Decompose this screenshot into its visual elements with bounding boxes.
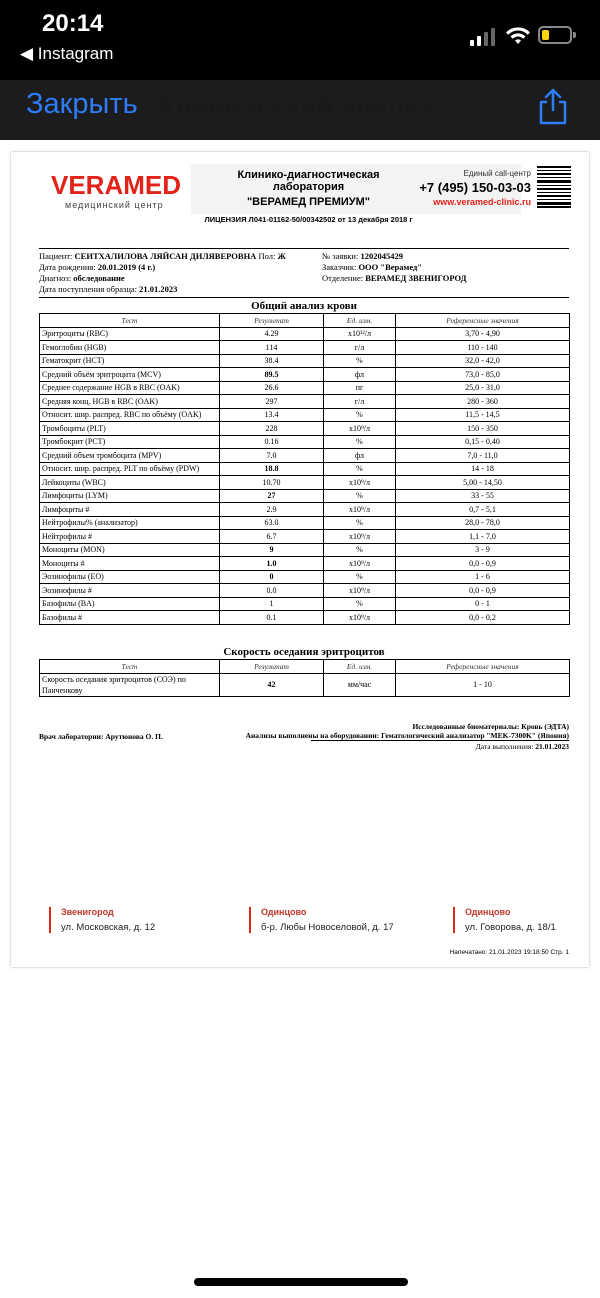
test-unit: x10¹²/л	[324, 327, 396, 341]
back-to-app-link[interactable]: ◀ Instagram	[20, 44, 114, 63]
test-reference: 3,70 - 4,90	[396, 327, 570, 341]
test-result: 1	[220, 597, 324, 611]
test-result: 2.9	[220, 503, 324, 517]
test-result: 26.6	[220, 381, 324, 395]
table-header-row	[40, 314, 570, 328]
divider	[39, 248, 569, 249]
test-result: 18.8	[220, 462, 324, 476]
test-result: 228	[220, 422, 324, 436]
test-result: 10.70	[220, 476, 324, 490]
test-result: 0	[220, 570, 324, 584]
test-name: Лимфоциты (LYM)	[40, 489, 220, 503]
patient-name-line: Пациент: СЕИТХАЛИЛОВА ЛЯЙСАН ДИЛЯВЕРОВНА Пол: Ж	[39, 251, 286, 261]
address-city: Звенигород	[61, 907, 114, 917]
table-row	[40, 408, 570, 422]
test-name: Моноциты (MON)	[40, 543, 220, 557]
table-row	[40, 503, 570, 517]
test-name: Среднее содержание HGB в RBC (OAK)	[40, 381, 220, 395]
call-center	[416, 169, 531, 207]
barcode-icon	[537, 166, 571, 208]
test-unit: x10⁹/л	[324, 476, 396, 490]
address-street: ул. Московская, д. 12	[61, 922, 156, 933]
test-result: 42	[220, 673, 324, 696]
test-reference: 11,5 - 14,5	[396, 408, 570, 422]
test-result: 38.4	[220, 354, 324, 368]
test-name: Тромбокрит (PCT)	[40, 435, 220, 449]
test-result: 0.16	[220, 435, 324, 449]
test-name: Нейтрофилы% (анализатор)	[40, 516, 220, 530]
column-header: Референсные значения	[396, 660, 570, 674]
test-name: Эритроциты (RBC)	[40, 327, 220, 341]
test-result: 63.0	[220, 516, 324, 530]
test-result: 0.1	[220, 611, 324, 625]
table-row	[40, 327, 570, 341]
logo-text: VERAMED	[51, 170, 182, 200]
table-row	[40, 530, 570, 544]
test-result: 27	[220, 489, 324, 503]
test-reference: 0,0 - 0,2	[396, 611, 570, 625]
customer-line: Заказчик: ООО "Верамед"	[322, 262, 423, 272]
table-row	[40, 584, 570, 598]
address-block	[49, 907, 155, 933]
address-city: Одинцово	[261, 907, 307, 917]
test-reference: 1,1 - 7,0	[396, 530, 570, 544]
column-header: Результат	[220, 660, 324, 674]
test-reference: 0 - 1	[396, 597, 570, 611]
test-name: Средний объём эритроцита (MCV)	[40, 368, 220, 382]
lab-header	[201, 169, 416, 224]
table-row	[40, 422, 570, 436]
test-result: 0.0	[220, 584, 324, 598]
test-result: 9	[220, 543, 324, 557]
table-row	[40, 570, 570, 584]
birth-date-line: Дата рождения: 20.01.2019 (4 г.)	[39, 262, 156, 272]
test-unit: %	[324, 435, 396, 449]
test-reference: 7,0 - 11,0	[396, 449, 570, 463]
table-row	[40, 543, 570, 557]
test-unit: x10⁹/л	[324, 503, 396, 517]
lab-doctor: Врач лаборатории: Арутюнова О. П.	[39, 732, 163, 741]
test-reference: 14 - 18	[396, 462, 570, 476]
cellular-signal-icon	[470, 28, 496, 46]
table-row	[40, 557, 570, 571]
test-result: 297	[220, 395, 324, 409]
test-unit: мм/час	[324, 673, 396, 696]
divider	[311, 740, 569, 741]
license-text: ЛИЦЕНЗИЯ Л041-01162-50/00342502 от 13 декабря 2018 г	[204, 215, 413, 224]
clock: 20:14	[42, 10, 104, 37]
test-name: Лейкоциты (WBC)	[40, 476, 220, 490]
completion-date: Дата выполнения: 21.01.2023	[475, 742, 569, 751]
test-reference: 32,0 - 42,0	[396, 354, 570, 368]
test-reference: 25,0 - 31,0	[396, 381, 570, 395]
test-unit: %	[324, 597, 396, 611]
test-name: Базофилы (BA)	[40, 597, 220, 611]
esr-table	[39, 659, 570, 697]
page-title: Клинический анализ...	[158, 90, 457, 120]
test-reference: 110 - 140	[396, 341, 570, 355]
test-reference: 5,00 - 14,50	[396, 476, 570, 490]
address-city: Одинцово	[465, 907, 511, 917]
column-header: Результат	[220, 314, 324, 328]
test-name: Тромбоциты (PLT)	[40, 422, 220, 436]
test-reference: 0,7 - 5,1	[396, 503, 570, 517]
table-row	[40, 435, 570, 449]
test-name: Относит. шир. распред. RBC по объёму (OAK)	[40, 408, 220, 422]
test-name: Средняя конц. HGB в RBC (OAK)	[40, 395, 220, 409]
test-unit: %	[324, 516, 396, 530]
test-unit: фл	[324, 449, 396, 463]
test-name: Относит. шир. распред. PLT по объёму (PDW)	[40, 462, 220, 476]
test-result: 6.7	[220, 530, 324, 544]
test-unit: г/л	[324, 395, 396, 409]
test-unit: %	[324, 570, 396, 584]
test-result: 7.0	[220, 449, 324, 463]
address-street: ул. Говорова, д. 18/1	[465, 922, 556, 933]
table-row	[40, 449, 570, 463]
column-header: Ед. изм.	[324, 660, 396, 674]
table-row	[40, 489, 570, 503]
cbc-table	[39, 313, 570, 625]
test-name: Нейтрофилы #	[40, 530, 220, 544]
table-row	[40, 381, 570, 395]
test-reference: 1 - 10	[396, 673, 570, 696]
table-row	[40, 462, 570, 476]
test-unit: %	[324, 408, 396, 422]
test-result: 114	[220, 341, 324, 355]
test-unit: г/л	[324, 341, 396, 355]
test-result: 13.4	[220, 408, 324, 422]
test-unit: x10⁹/л	[324, 422, 396, 436]
divider	[39, 297, 569, 298]
column-header: Ед. изм.	[324, 314, 396, 328]
test-reference: 3 - 9	[396, 543, 570, 557]
cbc-title: Общий анализ крови	[251, 300, 357, 312]
table-row	[40, 368, 570, 382]
status-bar	[0, 0, 600, 80]
table-row	[40, 611, 570, 625]
department-line: Отделение: ВЕРАМЕД ЗВЕНИГОРОД	[322, 273, 467, 283]
table-row	[40, 597, 570, 611]
test-reference: 0,0 - 0,9	[396, 557, 570, 571]
table-row	[40, 341, 570, 355]
wifi-icon	[505, 26, 531, 46]
share-icon[interactable]	[536, 88, 570, 126]
test-unit: пг	[324, 381, 396, 395]
table-row	[40, 354, 570, 368]
table-row	[40, 476, 570, 490]
table-row	[40, 673, 570, 696]
lab-brand: "ВЕРАМЕД ПРЕМИУМ"	[246, 196, 371, 208]
test-unit: %	[324, 354, 396, 368]
test-result: 89.5	[220, 368, 324, 382]
test-name: Базофилы #	[40, 611, 220, 625]
diagnosis-line: Диагноз: обследование	[39, 273, 125, 283]
column-header: Тест	[40, 660, 220, 674]
test-reference: 73,0 - 85,0	[396, 368, 570, 382]
received-date-line: Дата поступления образца: 21.01.2023	[39, 284, 178, 294]
test-unit: фл	[324, 368, 396, 382]
biomaterial-note: Исследованные биоматериалы: Кровь (ЭДТА)	[412, 722, 569, 731]
test-unit: %	[324, 489, 396, 503]
test-reference: 28,0 - 78,0	[396, 516, 570, 530]
test-reference: 150 - 350	[396, 422, 570, 436]
column-header: Тест	[40, 314, 220, 328]
address-block	[249, 907, 394, 933]
equipment-note: Анализы выполнены на оборудовании: Гематологический анализатор "MEK-7300K" (Япония)	[245, 731, 569, 740]
test-reference: 280 - 360	[396, 395, 570, 409]
order-number-line: № заявки: 1202045429	[322, 251, 403, 261]
column-header: Референсные значения	[396, 314, 570, 328]
test-unit: x10⁹/л	[324, 557, 396, 571]
table-header-row	[40, 660, 570, 674]
test-name: Эозинофилы (EO)	[40, 570, 220, 584]
test-name: Эозинофилы #	[40, 584, 220, 598]
test-name: Лимфоциты #	[40, 503, 220, 517]
test-result: 4.29	[220, 327, 324, 341]
test-reference: 0,15 - 0,40	[396, 435, 570, 449]
test-name: Гематокрит (HCT)	[40, 354, 220, 368]
website-link: www.veramed-clinic.ru	[433, 197, 531, 207]
document-page[interactable]	[11, 152, 589, 967]
test-reference: 1 - 6	[396, 570, 570, 584]
test-result: 1.0	[220, 557, 324, 571]
address-block	[453, 907, 556, 933]
test-name: Средний объем тромбоцита (MPV)	[40, 449, 220, 463]
call-center-label: Единый call-центр	[463, 169, 531, 178]
printed-timestamp: Напечатано: 21.01.2023 19:18:50 Стр. 1	[449, 949, 569, 956]
clinic-logo	[51, 172, 191, 210]
test-unit: %	[324, 462, 396, 476]
test-name: Гемоглобин (HGB)	[40, 341, 220, 355]
test-name: Скорость оседания эритроцитов (СОЭ) по Панченкову	[40, 673, 220, 696]
address-street: б-р. Любы Новоселовой, д. 17	[261, 922, 394, 933]
test-reference: 0,0 - 0,9	[396, 584, 570, 598]
test-unit: %	[324, 543, 396, 557]
table-row	[40, 395, 570, 409]
test-unit: x10⁹/л	[324, 530, 396, 544]
home-indicator[interactable]	[194, 1278, 408, 1286]
table-row	[40, 516, 570, 530]
close-button[interactable]: Закрыть	[26, 88, 138, 120]
test-unit: x10⁹/л	[324, 611, 396, 625]
logo-subtitle: медицинский центр	[65, 200, 164, 210]
nav-bar	[0, 80, 600, 140]
lab-name: Клинико-диагностическая лаборатория	[237, 169, 380, 193]
test-unit: x10⁹/л	[324, 584, 396, 598]
battery-icon	[538, 26, 572, 44]
esr-title: Скорость оседания эритроцитов	[223, 646, 385, 658]
phone-number: +7 (495) 150-03-03	[419, 180, 531, 195]
test-name: Моноциты #	[40, 557, 220, 571]
test-reference: 33 - 55	[396, 489, 570, 503]
